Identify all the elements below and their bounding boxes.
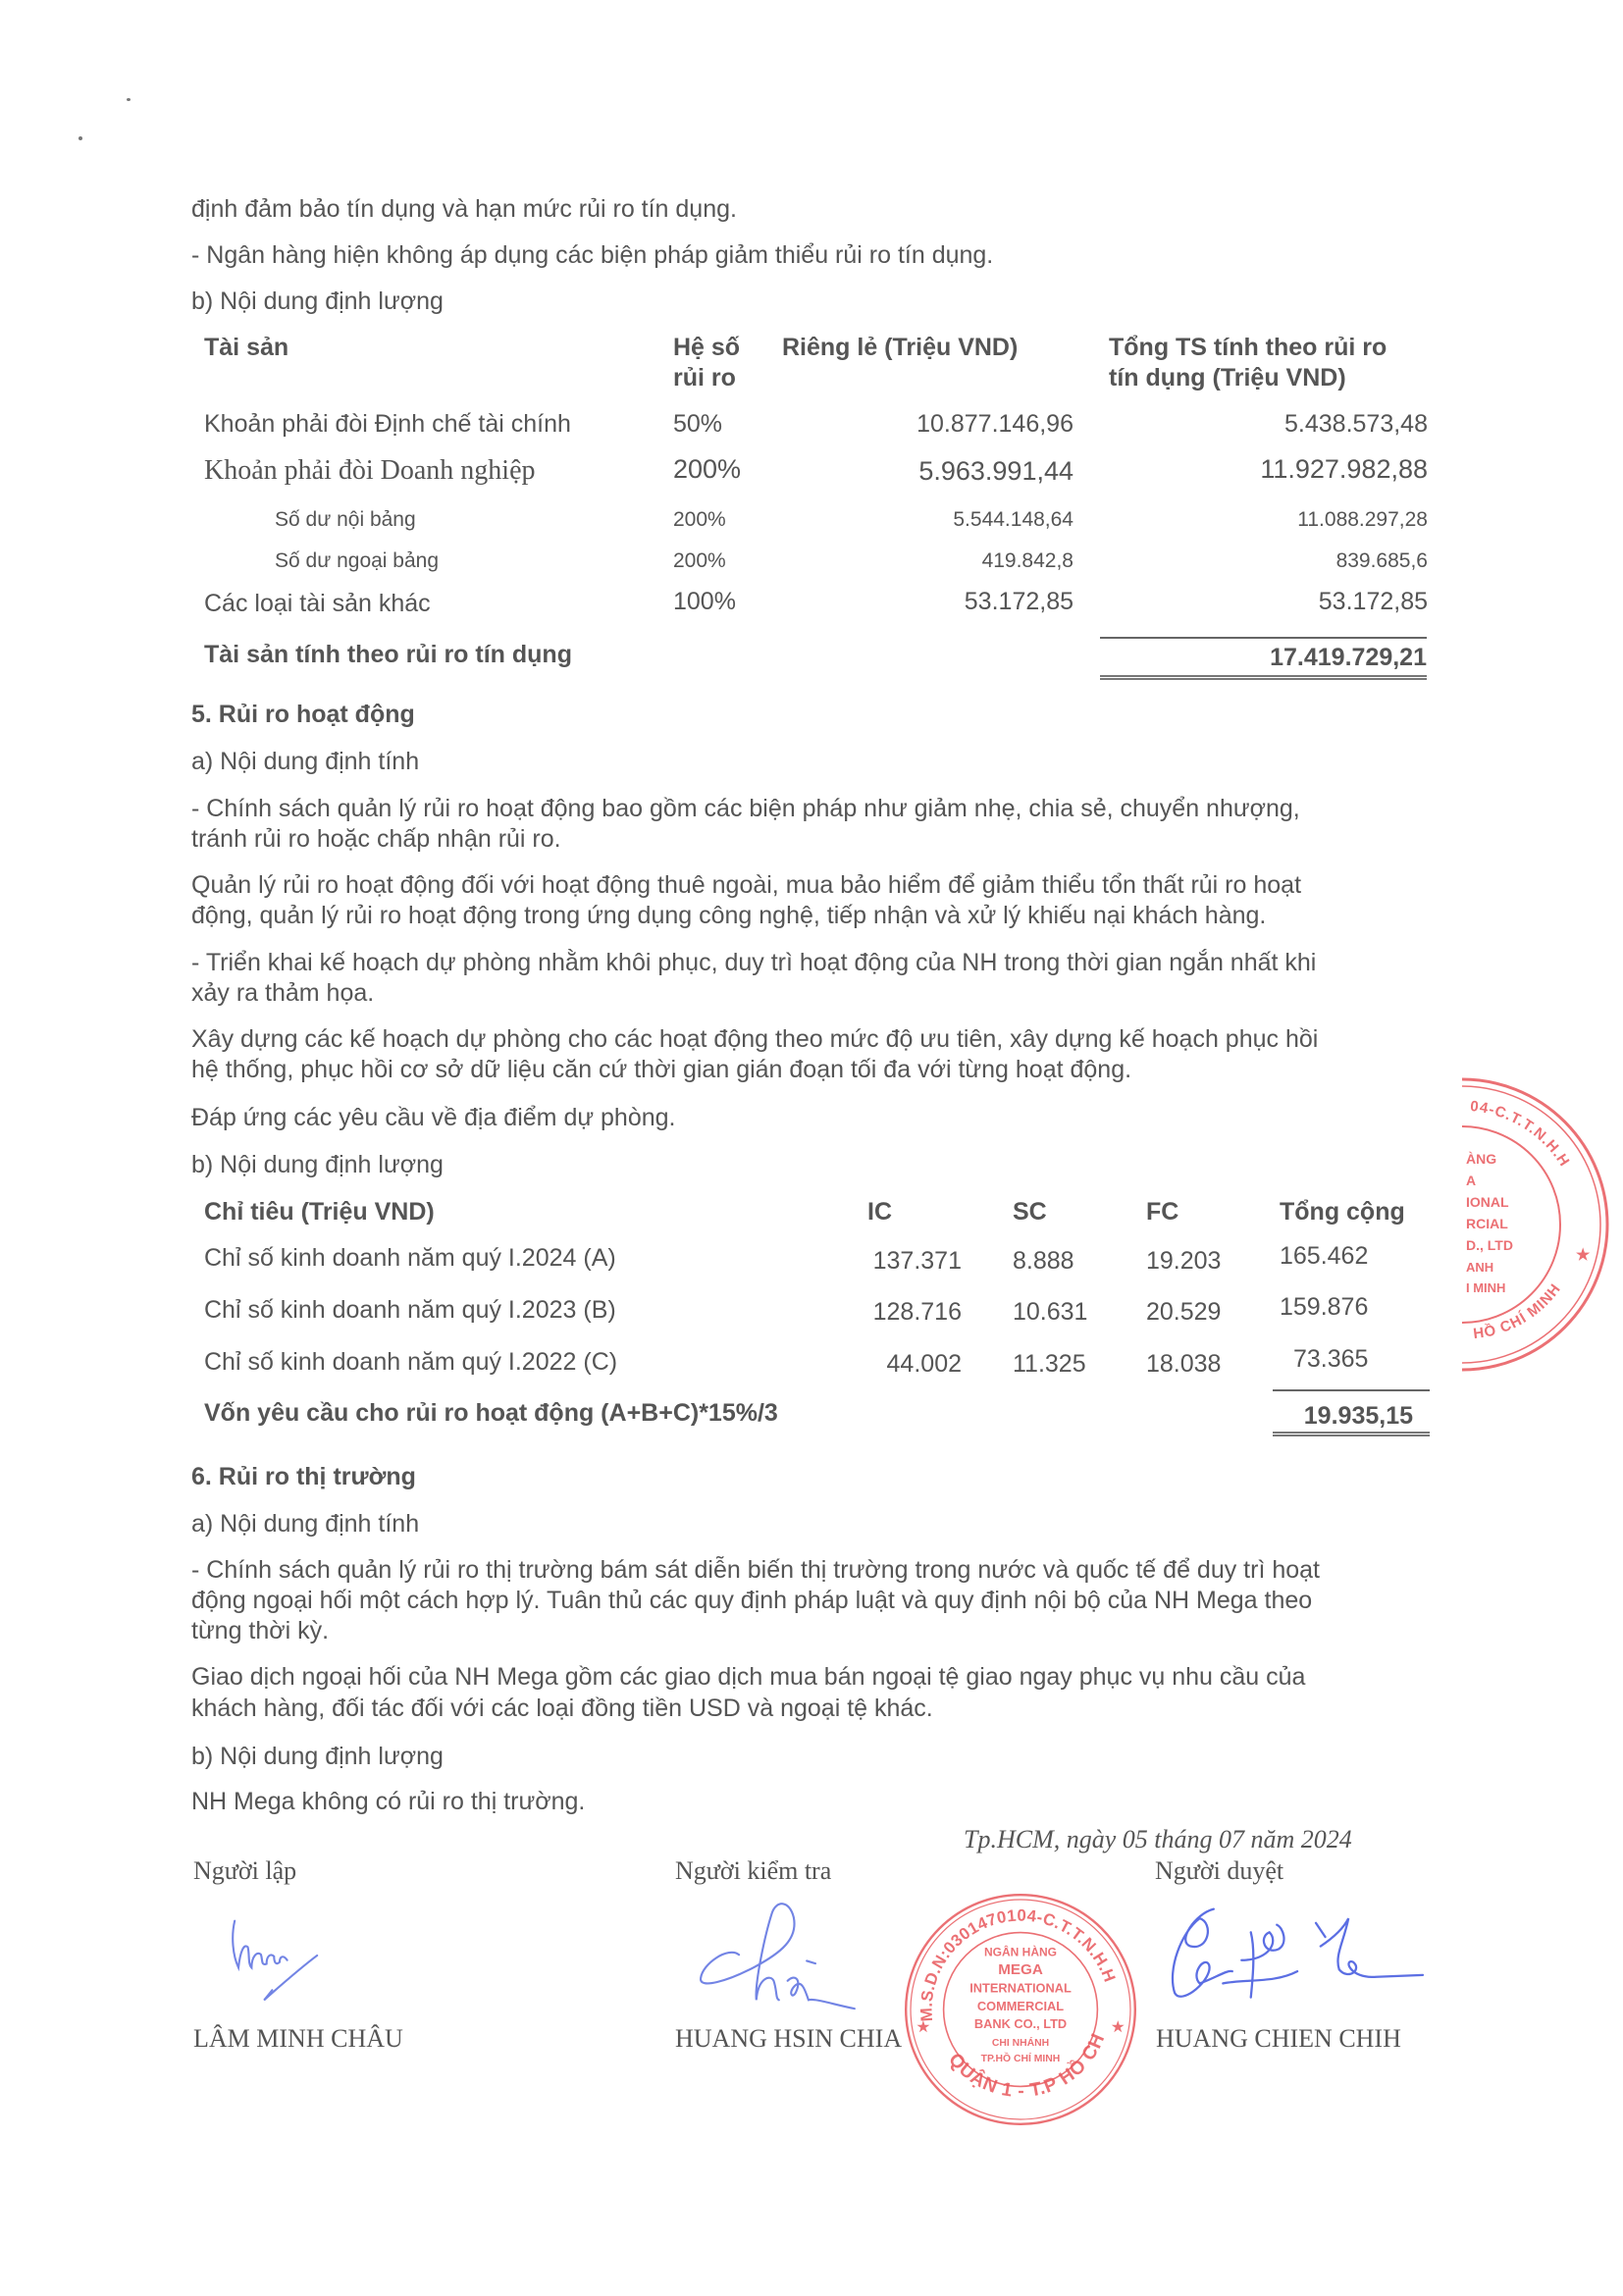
column-header: SC bbox=[1013, 1198, 1047, 1226]
checker-role: Người kiểm tra bbox=[675, 1856, 832, 1885]
individual-cell: 10.877.146,96 bbox=[916, 410, 1073, 438]
weight-cell: 50% bbox=[673, 410, 723, 438]
paragraph-line: Xây dựng các kế hoạch dự phòng cho các hoạt động theo mức độ ưu tiên, xây dựng kế hoạch phục hồi bbox=[191, 1025, 1319, 1053]
paragraph-line: - Triển khai kế hoạch dự phòng nhằm khôi phục, duy trì hoạt động của NH trong thời gian ngắn nhất khi bbox=[191, 949, 1317, 976]
ic-cell: 44.002 bbox=[886, 1350, 962, 1378]
paragraph-line: - Chính sách quản lý rủi ro thị trường bám sát diễn biến thị trường trong nước và quốc tế để duy trì hoạt bbox=[191, 1556, 1320, 1584]
column-header: Riêng lẻ (Triệu VND) bbox=[782, 334, 1019, 361]
company-seal-fragment bbox=[1462, 1077, 1623, 1372]
column-header: IC bbox=[867, 1198, 892, 1226]
paragraph-line: xảy ra thảm họa. bbox=[191, 979, 375, 1007]
seal-line: IONAL bbox=[1466, 1194, 1509, 1210]
weight-cell: 100% bbox=[673, 588, 736, 615]
scan-speck bbox=[127, 98, 131, 101]
company-seal-stamp bbox=[894, 1876, 1138, 2127]
seal-ring-fragment: 04-C.T.T.N.H.H bbox=[1469, 1097, 1573, 1171]
column-header: rủi ro bbox=[673, 364, 736, 391]
subheading: b) Nội dung định lượng bbox=[191, 287, 444, 315]
sc-cell: 11.325 bbox=[1013, 1350, 1086, 1378]
fc-cell: 19.203 bbox=[1146, 1247, 1222, 1275]
paragraph-line: Đáp ứng các yêu cầu về địa điểm dự phòng. bbox=[191, 1104, 676, 1131]
seal-ring-top: M.S.D.N:0301470104-C.T.T.N.H.H bbox=[916, 1905, 1120, 2022]
preparer-signature bbox=[221, 1913, 339, 2016]
total-cell: 5.438.573,48 bbox=[1284, 410, 1428, 438]
total-cell: 11.088.297,28 bbox=[1297, 508, 1428, 531]
paragraph-line: tránh rủi ro hoặc chấp nhận rủi ro. bbox=[191, 825, 561, 853]
fc-cell: 20.529 bbox=[1146, 1298, 1222, 1326]
indicator-cell: Chỉ số kinh doanh năm quý I.2023 (B) bbox=[204, 1296, 616, 1324]
total-cell: 73.365 bbox=[1293, 1345, 1369, 1373]
capital-double-rule bbox=[1273, 1432, 1430, 1436]
seal-line: MEGA bbox=[998, 1961, 1043, 1978]
asset-cell: Khoản phải đòi Doanh nghiệp bbox=[204, 455, 536, 486]
individual-cell: 419.842,8 bbox=[981, 549, 1073, 572]
individual-cell: 5.963.991,44 bbox=[918, 456, 1073, 486]
seal-ring-bottom: QUẬN 1 - T.P HỒ CHÍ MINH bbox=[894, 1876, 1110, 2103]
capital-label: Vốn yêu cầu cho rủi ro hoạt động (A+B+C)*15%/3 bbox=[204, 1399, 778, 1427]
column-header: Tài sản bbox=[204, 334, 289, 361]
checker-signature bbox=[687, 1896, 883, 2017]
total-label: Tài sản tính theo rủi ro tín dụng bbox=[204, 641, 572, 668]
preparer-role: Người lập bbox=[193, 1856, 297, 1885]
seal-line: NGÂN HÀNG bbox=[984, 1945, 1057, 1959]
asset-cell: Số dư ngoại bảng bbox=[275, 549, 440, 572]
seal-line: CHI NHÁNH bbox=[991, 2037, 1050, 2049]
paragraph-line: hệ thống, phục hồi cơ sở dữ liệu căn cứ thời gian gián đoạn tối đa với từng hoạt động. bbox=[191, 1056, 1132, 1083]
column-header: Tổng cộng bbox=[1280, 1198, 1405, 1226]
paragraph-line: động ngoại hối một cách hợp lý. Tuân thủ các quy định pháp luật và quy định nội bộ của NH Mega theo bbox=[191, 1587, 1313, 1614]
capital-top-rule bbox=[1273, 1389, 1430, 1391]
sc-cell: 8.888 bbox=[1013, 1247, 1074, 1275]
asset-cell: Số dư nội bảng bbox=[275, 508, 416, 531]
paragraph: NH Mega không có rủi ro thị trường. bbox=[191, 1788, 586, 1815]
seal-line: I MINH bbox=[1466, 1280, 1506, 1295]
section-heading: 6. Rủi ro thị trường bbox=[191, 1463, 416, 1490]
total-cell: 165.462 bbox=[1280, 1242, 1369, 1270]
column-header: FC bbox=[1146, 1198, 1179, 1226]
column-header: tín dụng (Triệu VND) bbox=[1109, 364, 1346, 391]
approver-signature bbox=[1158, 1896, 1423, 2015]
paragraph-line: khách hàng, đối tác đối với các loại đồng tiền USD và ngoại tệ khác. bbox=[191, 1695, 933, 1722]
paragraph-line: động, quản lý rủi ro hoạt động trong ứng dụng công nghệ, tiếp nhận và xử lý khiếu nại khách hàng. bbox=[191, 902, 1267, 929]
capital-value: 19.935,15 bbox=[1303, 1402, 1413, 1430]
column-header: Chỉ tiêu (Triệu VND) bbox=[204, 1198, 435, 1226]
asset-cell: Các loại tài sản khác bbox=[204, 590, 431, 617]
total-cell: 839.685,6 bbox=[1335, 549, 1428, 572]
star-icon: ★ bbox=[1111, 2019, 1125, 2036]
preparer-name: LÂM MINH CHÂU bbox=[193, 2024, 403, 2053]
seal-ring-fragment: HỒ CHÍ MINH bbox=[1472, 1280, 1565, 1343]
checker-name: HUANG HSIN CHIA bbox=[675, 2024, 903, 2053]
paragraph-line: từng thời kỳ. bbox=[191, 1617, 330, 1644]
seal-line: ÀNG bbox=[1466, 1151, 1497, 1167]
total-cell: 11.927.982,88 bbox=[1260, 454, 1428, 484]
weight-cell: 200% bbox=[673, 508, 726, 531]
subheading: b) Nội dung định lượng bbox=[191, 1743, 444, 1770]
individual-cell: 5.544.148,64 bbox=[953, 508, 1073, 531]
indicator-cell: Chỉ số kinh doanh năm quý I.2024 (A) bbox=[204, 1244, 616, 1272]
subheading: a) Nội dung định tính bbox=[191, 1510, 420, 1538]
seal-line: D., LTD bbox=[1466, 1237, 1513, 1253]
fc-cell: 18.038 bbox=[1146, 1350, 1222, 1378]
weight-cell: 200% bbox=[673, 549, 726, 572]
seal-line: TP.HỒ CHÍ MINH bbox=[980, 2053, 1061, 2064]
seal-line: A bbox=[1466, 1173, 1477, 1188]
total-top-rule bbox=[1100, 637, 1427, 639]
seal-line: ANH bbox=[1466, 1260, 1494, 1275]
ic-cell: 137.371 bbox=[872, 1247, 962, 1275]
star-icon: ★ bbox=[1576, 1247, 1591, 1264]
approver-name: HUANG CHIEN CHIH bbox=[1156, 2024, 1401, 2053]
subheading: a) Nội dung định tính bbox=[191, 748, 420, 775]
paragraph-line: Quản lý rủi ro hoạt động đối với hoạt động thuê ngoài, mua bảo hiểm để giảm thiểu tổn thất rủi ro hoạt bbox=[191, 871, 1302, 899]
approver-role: Người duyệt bbox=[1155, 1856, 1284, 1885]
column-header: Tổng TS tính theo rủi ro bbox=[1109, 334, 1387, 361]
total-cell: 159.876 bbox=[1280, 1293, 1369, 1321]
indicator-cell: Chỉ số kinh doanh năm quý I.2022 (C) bbox=[204, 1348, 618, 1376]
weight-cell: 200% bbox=[673, 454, 742, 484]
total-cell: 53.172,85 bbox=[1318, 588, 1428, 615]
column-header: Hệ số bbox=[673, 334, 741, 361]
paragraph-line: - Chính sách quản lý rủi ro hoạt động bao gồm các biện pháp như giảm nhẹ, chia sẻ, chuyển nhượng, bbox=[191, 795, 1300, 822]
paragraph: - Ngân hàng hiện không áp dụng các biện pháp giảm thiểu rủi ro tín dụng. bbox=[191, 241, 994, 269]
seal-line: RCIAL bbox=[1466, 1216, 1508, 1231]
date-line: Tp.HCM, ngày 05 tháng 07 năm 2024 bbox=[964, 1825, 1352, 1853]
individual-cell: 53.172,85 bbox=[964, 588, 1073, 615]
section-heading: 5. Rủi ro hoạt động bbox=[191, 701, 415, 728]
sc-cell: 10.631 bbox=[1013, 1298, 1088, 1326]
seal-line: BANK CO., LTD bbox=[973, 2016, 1068, 2032]
total-double-rule bbox=[1100, 675, 1427, 680]
paragraph-line: Giao dịch ngoại hối của NH Mega gồm các giao dịch mua bán ngoại tệ giao ngay phục vụ nhu cầu của bbox=[191, 1663, 1306, 1691]
seal-line: INTERNATIONAL bbox=[969, 1980, 1072, 1996]
total-value: 17.419.729,21 bbox=[1270, 644, 1427, 671]
star-icon: ★ bbox=[916, 2019, 930, 2036]
paragraph: định đảm bảo tín dụng và hạn mức rủi ro tín dụng. bbox=[191, 195, 737, 223]
ic-cell: 128.716 bbox=[872, 1298, 962, 1326]
subheading: b) Nội dung định lượng bbox=[191, 1151, 444, 1178]
asset-cell: Khoản phải đòi Định chế tài chính bbox=[204, 410, 571, 438]
scan-speck bbox=[79, 136, 82, 140]
seal-line: COMMERCIAL bbox=[976, 1998, 1065, 2013]
